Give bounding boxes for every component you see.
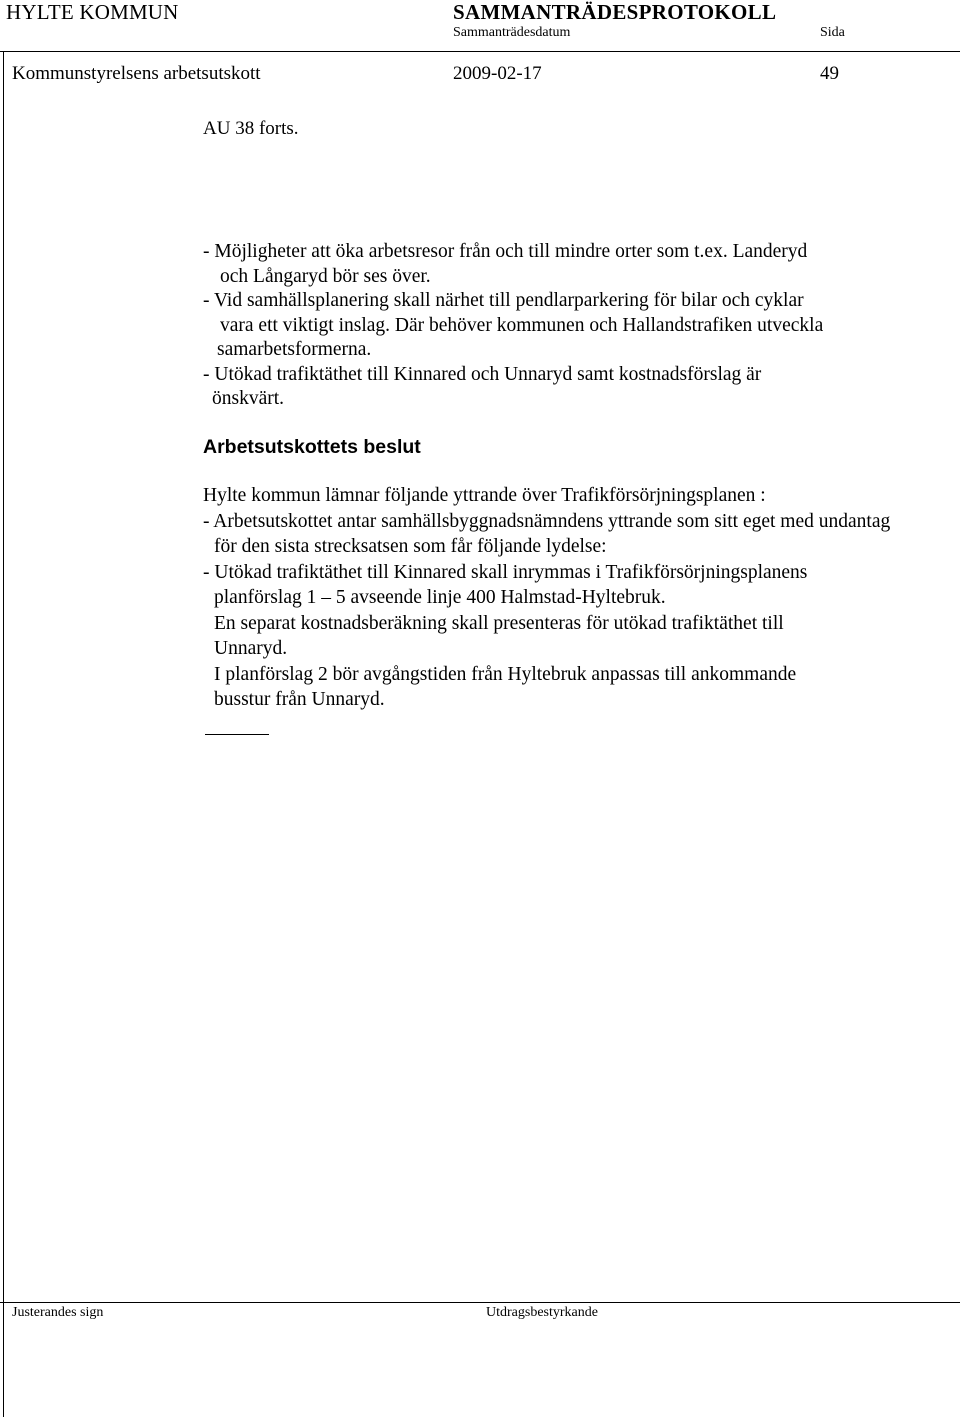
points-list [201, 240, 921, 412]
decision-line: I planförslag 2 bör avgångstiden från Hyltebruk anpassas till ankommande [214, 663, 797, 685]
decision-text [203, 483, 958, 713]
decision-line: för den sista strecksatsen som får följande lydelse: [214, 536, 607, 557]
list-item [201, 289, 921, 363]
page-number: 49 [820, 63, 839, 84]
list-item [201, 363, 921, 412]
list-item-line: önskvärt. [212, 388, 285, 409]
header-rule [0, 51, 960, 52]
list-item-line: och Långaryd bör ses över. [220, 265, 431, 287]
decision-line: Unnaryd. [214, 638, 288, 659]
extract-certifier-label: Utdragsbestyrkande [486, 1305, 598, 1320]
decision-line: busstur från Unnaryd. [214, 689, 385, 710]
page-label: Sida [820, 25, 845, 40]
adjuster-sign-label: Justerandes sign [12, 1305, 104, 1320]
left-margin-rule [3, 51, 4, 1417]
decision-heading: Arbetsutskottets beslut [203, 436, 421, 458]
list-item [201, 240, 921, 289]
list-item-line: - Vid samhällsplanering skall närhet till pendlarparkering för bilar och cyklar [203, 290, 804, 311]
decision-line: - Utökad trafiktäthet till Kinnared skall inrymmas i Trafikförsörjningsplanens [203, 561, 808, 583]
meeting-date-label: Sammanträdesdatum [453, 25, 571, 40]
committee-name: Kommunstyrelsens arbetsutskott [12, 63, 261, 84]
decision-line: planförslag 1 – 5 avseende linje 400 Halmstad-Hyltebruk. [214, 587, 666, 608]
list-item-line: - Möjligheter att öka arbetsresor från och till mindre orter som t.ex. Landeryd [203, 241, 808, 262]
end-rule [205, 734, 269, 735]
decision-line: Hylte kommun lämnar följande yttrande över Trafikförsörjningsplanen : [203, 485, 766, 506]
footer-rule [0, 1302, 960, 1303]
organization-name: HYLTE KOMMUN [6, 0, 179, 24]
meeting-date: 2009-02-17 [453, 63, 542, 84]
section-reference: AU 38 forts. [203, 118, 299, 139]
list-item-line: - Utökad trafiktäthet till Kinnared och Unnaryd samt kostnadsförslag är [203, 363, 762, 385]
list-item-line: samarbetsformerna. [217, 339, 372, 360]
list-item-line: vara ett viktigt inslag. Där behöver kommunen och Hallandstrafiken utveckla [220, 314, 824, 336]
decision-line: En separat kostnadsberäkning skall presenteras för utökad trafiktäthet till [214, 612, 784, 634]
document-title: SAMMANTRÄDESPROTOKOLL [453, 0, 777, 24]
decision-line: - Arbetsutskottet antar samhällsbyggnadsnämndens yttrande som sitt eget med undantag [203, 510, 891, 532]
